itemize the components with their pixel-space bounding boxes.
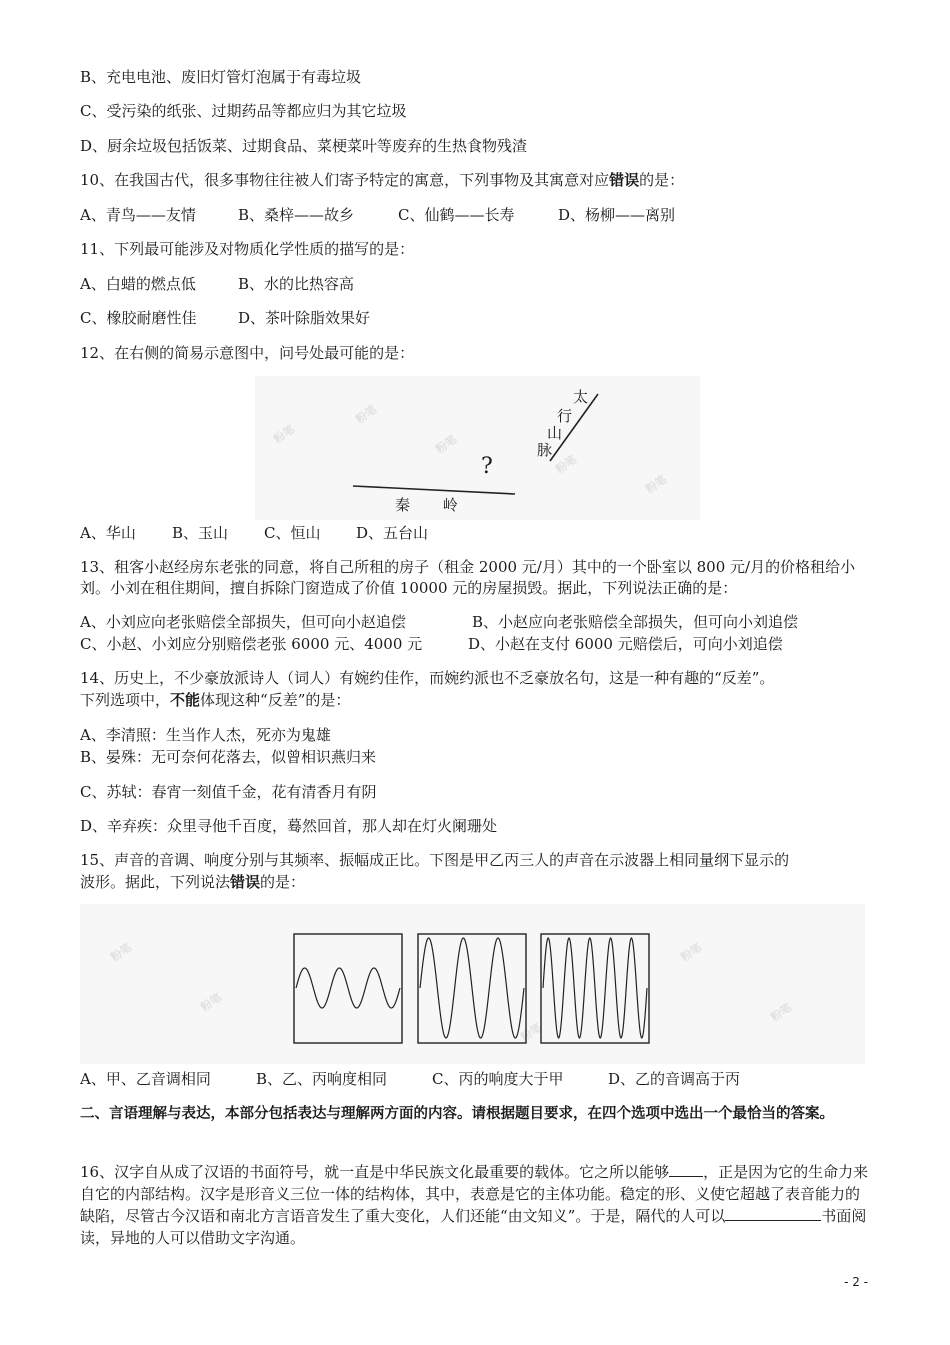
watermark: 粉笔 [108,940,135,965]
qinling-label: 秦 岭 [395,496,472,514]
q14-option-a: A、李清照：生当作人杰，死亦为鬼雄 [80,726,331,744]
q14-option-d: D、辛弃疾：众里寻他千百度，蓦然回首，那人却在灯火阑珊处 [80,817,498,835]
q10-option-a: A、青鸟——友情 [80,206,196,224]
q14-stem-post: 体现这种“反差”的是： [200,691,351,709]
watermark: 粉笔 [768,1000,795,1025]
q9-option-c: C、受污染的纸张、过期药品等都应归为其它垃圾 [80,102,407,120]
q12-option-b: B、玉山 [172,524,229,542]
q15-stem-bold: 错误 [230,873,261,891]
q9-option-d: D、厨余垃圾包括饭菜、过期食品、菜梗菜叶等废弃的生热食物残渣 [80,137,528,155]
q14-stem-bold: 不能 [170,691,201,709]
q12-stem: 12、在右侧的简易示意图中，问号处最可能的是： [80,344,415,362]
q14-option-c: C、苏轼：春宵一刻值千金，花有清香月有阴 [80,783,377,801]
q15-oscilloscope-figure [80,904,865,1064]
q10-stem-bold: 错误 [609,171,640,189]
q12-option-c: C、恒山 [264,524,321,542]
q14-stem-line2 [80,690,350,710]
q15-waveforms-svg [80,904,865,1064]
watermark: 粉笔 [553,452,580,477]
q15-option-a: A、甲、乙音调相同 [80,1070,211,1088]
q10-stem-pre: 10、在我国古代，很多事物往往被人们寄予特定的寓意，下列事物及其寓意对应 [80,171,610,189]
q11-stem: 11、下列最可能涉及对物质化学性质的描写的是： [80,240,415,258]
watermark: 粉笔 [198,990,225,1015]
q11-option-d: D、茶叶除脂效果好 [238,309,371,327]
q10-option-d: D、杨柳——离别 [558,206,676,224]
waveform-3 [543,938,647,1038]
q10-option-c: C、仙鹤——长寿 [398,206,515,224]
q12-option-d: D、五台山 [356,524,429,542]
q16-passage [80,1161,870,1249]
q14-stem-pre: 下列选项中， [80,691,171,709]
q12-map-svg [255,376,700,520]
q15-stem-pre: 波形。据此，下列说法 [80,873,231,891]
q13-option-b: B、小赵应向老张赔偿全部损失，但可向小刘追偿 [472,613,799,631]
q11-option-c: C、橡胶耐磨性佳 [80,309,197,327]
waveform-2 [420,938,524,1038]
q11-option-a: A、白蜡的燃点低 [80,275,196,293]
q12-map-figure [255,376,700,520]
taihang-label-2: 行 [557,407,573,425]
watermark: 粉笔 [518,1020,545,1045]
q12-option-a: A、华山 [80,524,136,542]
q15-option-d: D、乙的音调高于丙 [608,1070,741,1088]
q15-option-b: B、乙、丙响度相同 [256,1070,388,1088]
watermark: 粉笔 [271,422,298,447]
q16-text-part2: ，正是因为它的生命力来自它的内部结构。汉字是形音义三位一体的结构体，其中，表意是它的主体功能。稳定的形、义使它超越了表音能力的缺陷，尽管古今汉语和南北方言语音发生了重大变化，人们还能“由文知义”。于是，隔代的人可以 [80,1163,869,1225]
q16-text-part3: 书面阅读，异地的人可以借助文字沟通。 [80,1207,867,1247]
question-mark: ? [481,454,493,479]
taihang-label-3: 山 [547,424,563,442]
q13-option-c: C、小赵、小刘应分别赔偿老张 6000 元、4000 元 [80,635,423,653]
taihang-label-1: 太 [573,388,589,406]
q11-option-b: B、水的比热容高 [238,275,355,293]
section-2-heading: 二、言语理解与表达，本部分包括表达与理解两方面的内容。请根据题目要求，在四个选项中选出一个最恰当的答案。 [80,1106,834,1122]
q15-stem-post: 的是： [260,873,306,891]
q14-stem-line1: 14、历史上，不少豪放派诗人（词人）有婉约佳作，而婉约派也不乏豪放名句，这是一种有趣的“反差”。 [80,669,775,687]
watermark: 粉笔 [643,472,670,497]
q15-option-c: C、丙的响度大于甲 [432,1070,564,1088]
q9-option-b: B、充电电池、废旧灯管灯泡属于有毒垃圾 [80,68,362,86]
page-number: - 2 - [844,1275,868,1289]
q13-option-d: D、小赵在支付 6000 元赔偿后，可向小刘追偿 [468,635,783,653]
q10-stem-post: 的是： [639,171,685,189]
watermark: 粉笔 [678,940,705,965]
q14-option-b: B、晏殊：无可奈何花落去，似曾相识燕归来 [80,748,377,766]
q13-option-a: A、小刘应向老张赔偿全部损失，但可向小赵追偿 [80,613,406,631]
q15-stem-line2 [80,872,305,892]
q16-blank-2[interactable] [725,1206,821,1221]
q16-text-part1: 16、汉字自从成了汉语的书面符号，就一直是中华民族文化最重要的载体。它之所以能够 [80,1163,670,1181]
q16-blank-1[interactable] [669,1162,703,1177]
qinling-line [353,486,515,494]
q15-stem-line1: 15、声音的音调、响度分别与其频率、振幅成正比。下图是甲乙丙三人的声音在示波器上相同量纲下显示的 [80,851,790,869]
q13-stem: 13、租客小赵经房东老张的同意，将自己所租的房子（租金 2000 元/月）其中的一个卧室以 800 元/月的价格租给小刘。小刘在租住期间，擅自拆除门窗造成了价值 10000 元的房屋损毁。据此，下列说法正确的是： [80,558,856,597]
watermark: 粉笔 [433,432,460,457]
waveform-1 [296,968,400,1008]
q10-stem [80,170,684,190]
watermark: 粉笔 [353,402,380,427]
taihang-label-4: 脉 [537,441,553,459]
q10-option-b: B、桑梓——故乡 [238,206,355,224]
